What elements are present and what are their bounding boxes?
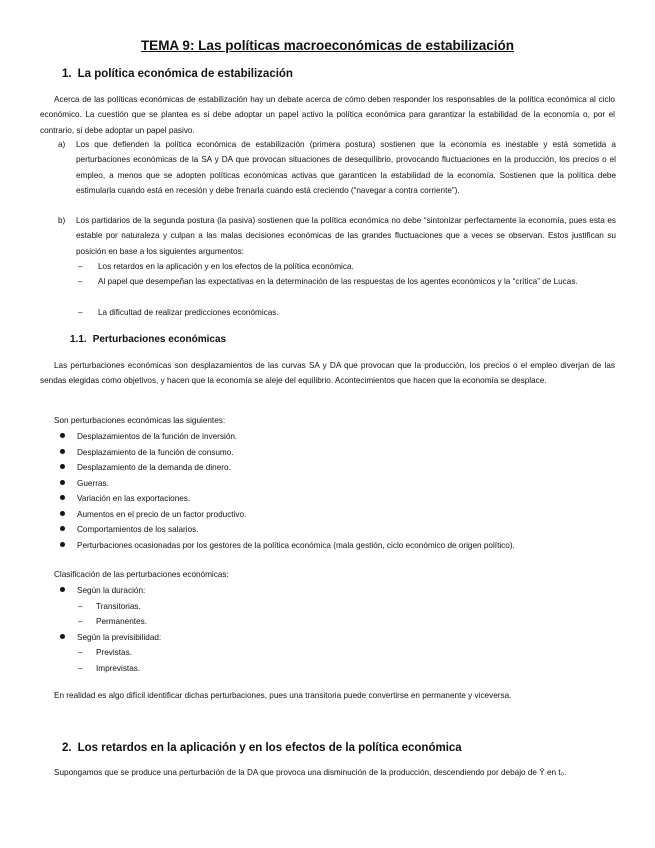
item-marker: b): [58, 216, 66, 225]
list-item-a: [58, 137, 616, 199]
bullet-item: [60, 522, 199, 537]
sub-item-text: Al papel que desempeñan las expectativas en la determinación de las respuestas de los agentes económicos y la “crítica” de Lucas.: [98, 277, 578, 286]
bullet-text: Perturbaciones ocasionadas por los gestores de la política económica (mala gestión, ciclo económico de origen político).: [77, 541, 515, 550]
dash-marker: –: [78, 262, 83, 271]
sub-item: [78, 259, 608, 274]
item-marker: a): [58, 140, 66, 149]
section-number: 2.: [62, 742, 72, 754]
bullet-icon: [60, 634, 65, 639]
bullet-icon: [60, 433, 65, 438]
bullet-text: Comportamientos de los salarios.: [77, 525, 199, 534]
item-text: Los que defienden la política económica de estabilización (primera postura) sostienen que la economía es inestable y está sometida a perturbaciones económicas de la SA y DA que provocan situaciones de desequilibrio, provocando fluctuaciones en la producción, los precios o el empleo, a menos que se adopten políticas económicas activas que garanticen la estabilidad de la economía. Sostienen que la política debe estimularla cuando está en recesión y debe frenarla cuando está creciendo (“navegar a contra corriente”).: [76, 140, 616, 196]
bullet-text: Desplazamiento de la función de consumo.: [77, 448, 234, 457]
dash-marker: –: [78, 308, 83, 317]
item-text: Los partidarios de la segunda postura (la pasiva) sostienen que la política económica no debe “sintonizar perfectamente la economía, pues esta es estable por naturaleza y culpan a las malas decisiones económicas de las grandes fluctuaciones que a veces se observan. Estos justifican su posición en base a los siguientes argumentos:: [76, 216, 616, 256]
dash-marker: –: [78, 277, 83, 286]
bullet-item: [60, 491, 190, 506]
sub-item-text: Los retardos en la aplicación y en los efectos de la política económica.: [98, 262, 354, 271]
section-2-heading: [62, 742, 462, 754]
classification-lead: Clasificación de las perturbaciones económicas:: [54, 570, 229, 579]
dash-item: [78, 614, 147, 629]
section-1-heading: [62, 68, 293, 80]
dash-marker: –: [78, 664, 83, 673]
bullet-icon: [60, 587, 65, 592]
document-title: TEMA 9: Las políticas macroeconómicas de estabilización: [140, 38, 515, 53]
dash-text: Permanentes.: [96, 617, 147, 626]
section-1-intro: [40, 92, 615, 138]
bullet-icon: [60, 511, 65, 516]
dash-item: [78, 661, 140, 676]
dash-text: Previstas.: [96, 648, 132, 657]
bullet-text: Variación en las exportaciones.: [77, 494, 191, 503]
bullet-item: [60, 583, 145, 598]
closing-paragraph: En realidad es algo difícil identificar dichas perturbaciones, pues una transitoria puede convertirse en permanente y viceversa.: [54, 691, 512, 700]
list-lead: Son perturbaciones económicas las siguientes:: [54, 416, 226, 425]
bullet-item: [60, 507, 246, 522]
bullet-icon: [60, 449, 65, 454]
bullet-text: Desplazamientos de la función de inversión.: [77, 432, 238, 441]
bullet-item: [60, 476, 109, 491]
bullet-text: Según la previsibilidad:: [77, 633, 162, 642]
bullet-icon: [60, 526, 65, 531]
section-number: 1.1.: [70, 334, 87, 345]
dash-item: [78, 645, 132, 660]
dash-text: Transitorias.: [96, 602, 141, 611]
section-title: Perturbaciones económicas: [92, 334, 227, 345]
section-1-1-heading: [70, 334, 226, 345]
dash-item: [78, 599, 141, 614]
bullet-icon: [60, 464, 65, 469]
paragraph-text: Las perturbaciones económicas son desplazamientos de las curvas SA y DA que provocan que la producción, los precios o el empleo diverjan de las sendas elegidas como objetivos, y hacen que la economía se aleje del equilibrio. Acontecimientos que hacen que la economía se desplace.: [40, 361, 615, 386]
dash-marker: –: [78, 617, 83, 626]
section-1-1-intro: [40, 358, 615, 389]
bullet-text: Desplazamiento de la demanda de dinero.: [77, 463, 231, 472]
bullet-item: [60, 630, 161, 645]
sub-item-text: La dificultad de realizar predicciones económicas.: [98, 308, 279, 317]
bullet-item: [60, 538, 515, 553]
bullet-text: Aumentos en el precio de un factor productivo.: [77, 510, 247, 519]
bullet-text: Según la duración:: [77, 586, 146, 595]
paragraph-text: Supongamos que se produce una perturbación de la DA que provoca una disminución de la producción, descendiendo por debajo de Ȳ en t₀.: [54, 768, 567, 777]
list-item-b: [58, 213, 616, 259]
section-2-intro: [40, 765, 615, 780]
section-number: 1.: [62, 68, 72, 80]
sub-item: [78, 305, 608, 320]
dash-marker: –: [78, 648, 83, 657]
paragraph-text: Acerca de las políticas económicas de estabilización hay un debate acerca de cómo deben responder los responsables de la política económica al ciclo económico. La cuestión que se plantea es si debe adoptar un papel activo la política económica para garantizar la estabilidad de la economía o, por el contrario, si debe adoptar un papel pasivo.: [40, 95, 615, 135]
bullet-item: [60, 429, 237, 444]
bullet-icon: [60, 480, 65, 485]
bullet-icon: [60, 495, 65, 500]
sub-item: [78, 274, 608, 289]
section-title: Los retardos en la aplicación y en los efectos de la política económica: [77, 742, 462, 754]
bullet-text: Guerras.: [77, 479, 109, 488]
dash-text: Imprevistas.: [96, 664, 141, 673]
section-title: La política económica de estabilización: [77, 68, 293, 80]
bullet-icon: [60, 542, 65, 547]
bullet-item: [60, 460, 231, 475]
bullet-item: [60, 445, 234, 460]
dash-marker: –: [78, 602, 83, 611]
